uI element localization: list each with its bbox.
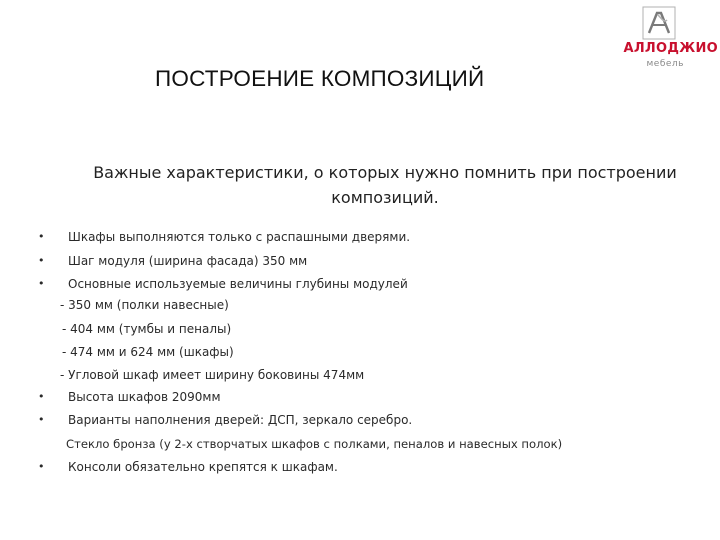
list-bullet: • bbox=[38, 413, 45, 426]
list-bullet: • bbox=[38, 277, 45, 290]
list-subitem: - Угловой шкаф имеет ширину боковины 474мм bbox=[60, 368, 365, 382]
list-item-continuation: Стекло бронза (у 2-х створчатых шкафов с полками, пеналов и навесных полок) bbox=[66, 437, 563, 451]
list-item: Основные используемые величины глубины модулей bbox=[68, 277, 408, 291]
list-item: Варианты наполнения дверей: ДСП, зеркало серебро. bbox=[68, 413, 413, 427]
list-bullet: • bbox=[38, 390, 45, 403]
page-title: ПОСТРОЕНИЕ КОМПОЗИЦИЙ bbox=[155, 66, 485, 91]
list-item: Шкафы выполняются только с распашными дверями. bbox=[68, 230, 411, 244]
list-bullet: • bbox=[38, 460, 45, 473]
list-subitem: - 474 мм и 624 мм (шкафы) bbox=[62, 345, 234, 359]
list-subitem: - 404 мм (тумбы и пеналы) bbox=[62, 322, 232, 336]
list-subitem: - 350 мм (полки навесные) bbox=[60, 298, 229, 312]
logo-brand-name: АЛЛОДЖИО bbox=[623, 41, 718, 56]
list-item: Высота шкафов 2090мм bbox=[68, 390, 221, 404]
list-item: Шаг модуля (ширина фасада) 350 мм bbox=[68, 254, 308, 268]
list-item: Консоли обязательно крепятся к шкафам. bbox=[68, 460, 338, 474]
logo-subtitle: мебель bbox=[646, 59, 684, 69]
page-subtitle: Важные характеристики, о которых нужно помнить при построении композиций. bbox=[93, 163, 677, 207]
list-bullet: • bbox=[38, 230, 45, 243]
list-bullet: • bbox=[38, 254, 45, 267]
